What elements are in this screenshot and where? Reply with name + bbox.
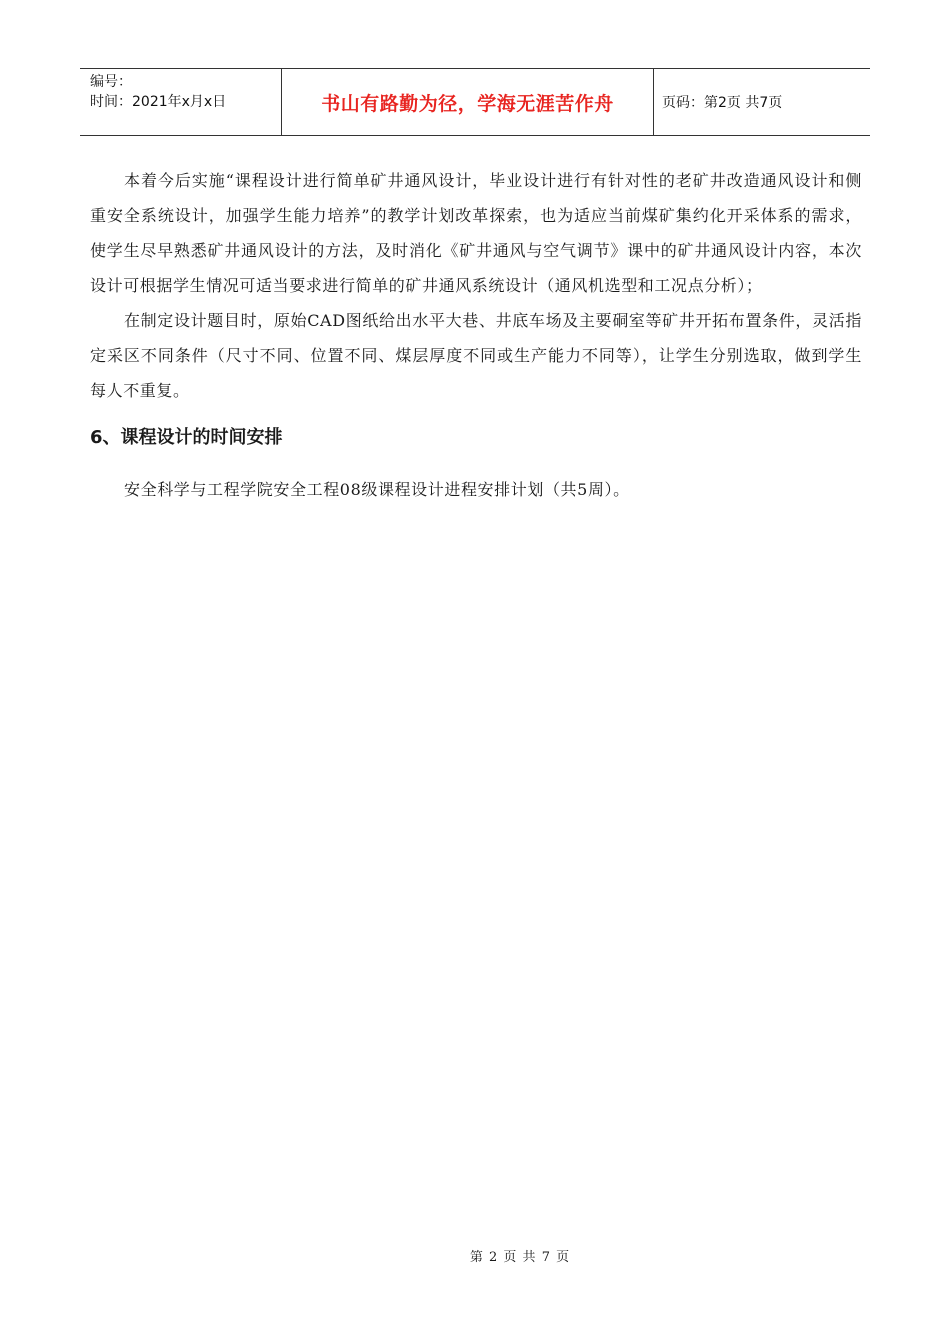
- section-paragraph: 安全科学与工程学院安全工程08级课程设计进程安排计划（共5周）。: [124, 480, 630, 499]
- page-footer: 第 2 页 共 7 页: [469, 1250, 571, 1265]
- document-number-label: 编号：: [90, 74, 132, 90]
- page-header: [80, 68, 870, 136]
- document-time: 时间：2021年x月x日: [90, 94, 227, 110]
- body-paragraph-1: 本着今后实施“课程设计进行简单矿井通风设计，毕业设计进行有针对性的老矿井改造通风设计和侧重安全系统设计，加强学生能力培养”的教学计划改革探索，也为适应当前煤矿集约化开采体系的需求，使学生尽早熟悉矿井通风设计的方法，及时消化《矿井通风与空气调节》课中的矿井通风设计内容，本次设计可根据学生情况可适当要求进行简单的矿井通风系统设计（通风机选型和工况点分析）；: [90, 171, 862, 295]
- body-paragraph-2: 在制定设计题目时，原始CAD图纸给出水平大巷、井底车场及主要硐室等矿井开拓布置条件，灵活指定采区不同条件（尺寸不同、位置不同、煤层厚度不同或生产能力不同等），让学生分别选取，做到学生每人不重复。: [90, 311, 862, 400]
- header-motto: 书山有路勤为径，学海无涯苦作舟: [282, 69, 654, 135]
- document-body: [90, 163, 862, 507]
- header-meta: [80, 69, 282, 135]
- section-heading: 6、课程设计的时间安排: [90, 427, 283, 448]
- header-page-info: 页码：第2页 共7页: [662, 95, 783, 111]
